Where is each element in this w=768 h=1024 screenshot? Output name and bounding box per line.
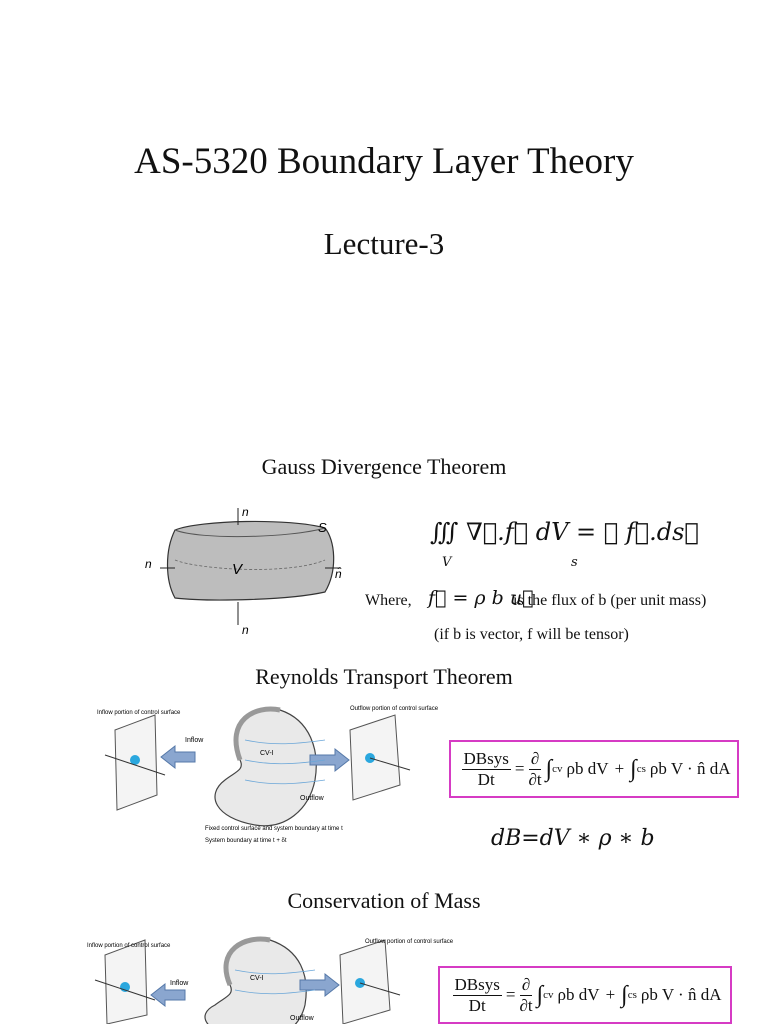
rt-outflow-portion-label: Outflow portion of control surface (350, 706, 439, 712)
cm-cs-term: ρb V · n̂ dA (640, 985, 722, 1004)
normal-top-label: n (242, 505, 249, 519)
cm-lhs-fraction: $\frac{\text{DBsys}}{Dt}$ (454, 974, 500, 1015)
rt-cs-term: ρb V · n̂ dA (649, 759, 731, 778)
mass-control-volume-figure (85, 935, 454, 1024)
control-volume-diagram (140, 500, 360, 640)
rt-inflow-portion-label: Inflow portion of control surface (97, 710, 181, 716)
gauss-heading: Gauss Divergence Theorem (261, 454, 507, 479)
cm-outflow-label: Outflow (290, 1015, 314, 1022)
cm-inflow-label: Inflow (170, 980, 189, 987)
mass-heading: Conservation of Mass (287, 888, 481, 913)
normal-right-label: n̂ (335, 567, 342, 581)
normal-bottom-label: n (242, 623, 249, 637)
volume-label: V (232, 561, 243, 578)
rt-legend-system: System boundary at time t + δt (205, 838, 287, 844)
cm-cv-label: CV-I (250, 975, 264, 982)
where-label: Where, (365, 592, 412, 609)
cm-partial-fraction: $\frac{\partial}{\partial t}$ (519, 974, 533, 1015)
db-equation: dB=dV ∗ ρ ∗ b (491, 826, 655, 851)
surface-label: S (318, 520, 327, 535)
cm-outflow-portion-label: Outflow portion of control surface (365, 939, 454, 945)
reynolds-heading: Reynolds Transport Theorem (255, 664, 513, 689)
cm-inflow-portion-label: Inflow portion of control surface (87, 943, 171, 949)
reynolds-control-volume-figure (95, 700, 439, 850)
gauss-equation: ∭ ∇⃗.f⃗ dV = ∯ f⃗.ds⃗ (430, 518, 699, 546)
flux-description: is the flux of b (per unit mass) (513, 592, 707, 609)
gauss-volume-subscript: V (442, 555, 452, 570)
rt-outflow-label: Outflow (300, 795, 324, 802)
mass-formula-box: $\frac{\text{DBsys}}{Dt}$ = $\frac{\partial}{\partial t}$ ∫ cv ρb dV + ∫ cs ρb V · n̂ dA (438, 966, 732, 1024)
rt-legend-fixed: Fixed control surface and system boundary at time t (205, 826, 343, 832)
rt-cv-label: CV-I (260, 750, 274, 757)
rt-cv-term: ρb dV (566, 759, 609, 778)
cm-cv-term: ρb dV (557, 985, 600, 1004)
tensor-note: (if b is vector, f will be tensor) (434, 626, 629, 643)
rt-inflow-label: Inflow (185, 737, 204, 744)
flux-expression: f⃗ = ρ b u⃗ (428, 587, 534, 609)
lecture-subtitle: Lecture-3 (323, 226, 445, 261)
normal-left-label: n (145, 557, 152, 571)
rt-lhs-fraction: $\frac{\text{DBsys}}{Dt}$ (463, 748, 509, 789)
reynolds-formula-box: $\frac{\text{DBsys}}{Dt}$ = $\frac{\partial}{\partial t}$ ∫ cv ρb dV + ∫ cs ρb V · n̂ dA (449, 740, 739, 798)
gauss-surface-subscript: s (571, 555, 578, 570)
rt-partial-fraction: $\frac{\partial}{\partial t}$ (528, 748, 542, 789)
page-title: AS-5320 Boundary Layer Theory (134, 141, 634, 182)
